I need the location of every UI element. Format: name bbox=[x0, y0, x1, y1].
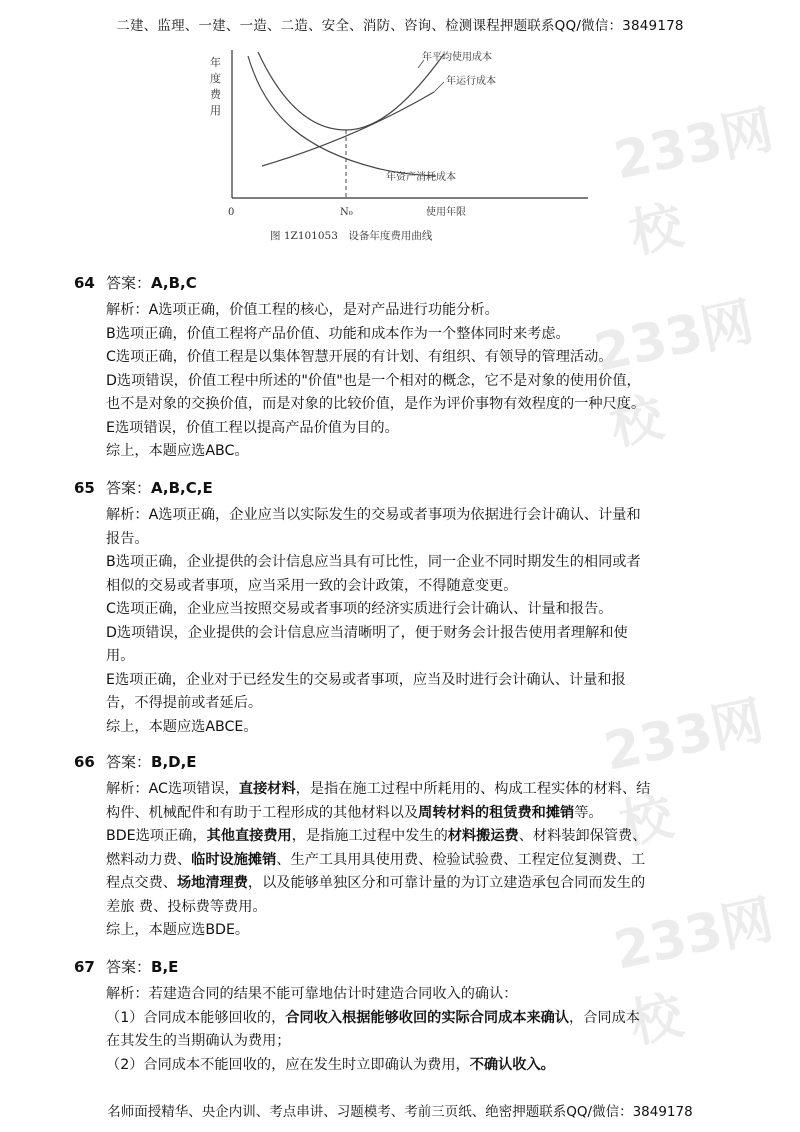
text: 、材料装卸保管费、 bbox=[518, 828, 647, 844]
y-label-char: 度 bbox=[210, 72, 221, 85]
explanation-line: E选项错误，价值工程以提高产品价值为目的。 bbox=[106, 419, 399, 436]
answer-value: A,B,C bbox=[151, 274, 197, 292]
bold-term: 其他直接费用 bbox=[206, 828, 292, 844]
figure-caption: 图 1Z101053 设备年度费用曲线 bbox=[270, 230, 433, 242]
explanation-line: 解析：若建造合同的结果不能可靠地估计时建造合同收入的确认： bbox=[106, 986, 518, 1002]
run-cost-curve bbox=[262, 92, 434, 166]
answer-label: 答案： bbox=[106, 274, 152, 292]
answer-value: B,E bbox=[151, 958, 179, 976]
bold-term: 场地清理费 bbox=[176, 875, 248, 891]
watermark: 233网校 bbox=[599, 690, 769, 857]
question-header bbox=[74, 751, 764, 773]
explanation-line: 综上，本题应选ABC。 bbox=[106, 443, 249, 459]
explanation-line: C选项正确，价值工程是以集体智慧开展的有计划、有组织、有领导的管理活动。 bbox=[106, 349, 613, 365]
watermark: 233网校 bbox=[589, 291, 759, 458]
explanation-line: C选项正确，企业应当按照交易或者事项的经济实质进行会计确认、计量和报告。 bbox=[106, 601, 613, 617]
bold-term: 周转材料的租赁费和摊销 bbox=[418, 804, 575, 821]
y-label-char: 用 bbox=[210, 104, 221, 117]
explanation bbox=[106, 504, 764, 739]
explanation-line: B选项正确，企业提供的会计信息应当具有可比性，同一企业不同时期发生的相同或者 bbox=[106, 554, 641, 570]
answer-label: 答案： bbox=[106, 753, 152, 771]
text: 燃料动力费、 bbox=[106, 851, 192, 868]
text: BDE选项正确， bbox=[106, 828, 207, 844]
text: 程点交费、 bbox=[106, 875, 177, 891]
y-label-char: 年 bbox=[210, 56, 221, 69]
explanation-line: 在其发生的当期确认为费用； bbox=[106, 1033, 291, 1049]
answer-label: 答案： bbox=[106, 958, 152, 976]
question-number: 64 bbox=[74, 274, 95, 292]
text: ，以及能够单独区分和可靠计量的为订立建造承包合同而发生的 bbox=[247, 875, 646, 891]
explanation-line: 相似的交易或者事项，应当采用一致的会计政策，不得随意变更。 bbox=[106, 577, 518, 594]
text: （2）合同成本不能回收的，应在发生时立即确认为费用， bbox=[106, 1056, 470, 1073]
explanation bbox=[106, 983, 764, 1077]
question-66 bbox=[74, 751, 764, 943]
y-label-char: 费 bbox=[210, 88, 221, 101]
x-axis-label: 使用年限 bbox=[426, 207, 466, 218]
run-cost-label: 年运行成本 bbox=[446, 76, 496, 87]
explanation-line: E选项正确，企业对于已经发生的交易或者事项，应当及时进行会计确认、计量和报 bbox=[106, 671, 626, 688]
explanation-line: D选项错误，企业提供的会计信息应当清晰明了，便于财务会计报告使用者理解和使 bbox=[106, 624, 628, 641]
explanation-line: D选项错误，价值工程中所述的"价值"也是一个相对的概念，它不是对象的使用价值， bbox=[106, 372, 641, 389]
explanation-line bbox=[106, 872, 764, 896]
n0-label: N₀ bbox=[340, 207, 353, 218]
explanation-line: 综上，本题应选ABCE。 bbox=[106, 718, 258, 735]
bold-term: 材料搬运费 bbox=[447, 828, 519, 844]
text: 解析：AC选项错误， bbox=[106, 781, 239, 797]
explanation-line: 用。 bbox=[106, 648, 135, 664]
explanation-line: B选项正确，价值工程将产品价值、功能和成本作为一个整体同时来考虑。 bbox=[106, 325, 570, 342]
explanation-line bbox=[106, 1054, 764, 1078]
bold-term: 直接材料 bbox=[238, 781, 296, 797]
explanation-line: 也不是对象的交换价值，而是对象的比较价值，是作为评价事物有效程度的一种尺度。 bbox=[106, 396, 646, 412]
question-header bbox=[74, 272, 764, 294]
explanation-line bbox=[106, 1007, 764, 1031]
bold-term: 合同收入根据能够收回的实际合同成本来确认 bbox=[285, 1009, 570, 1026]
question-64 bbox=[74, 272, 764, 464]
watermark: 233网校 bbox=[609, 889, 779, 1056]
avg-cost-label: 年平均使用成本 bbox=[422, 52, 492, 63]
explanation-line: 差旅 费、投标费等费用。 bbox=[106, 898, 267, 915]
asset-cost-label: 年资产消耗成本 bbox=[386, 172, 456, 183]
question-header bbox=[74, 477, 764, 499]
asset-cost-curve bbox=[248, 56, 436, 176]
text: 构件、机械配件和有助于工程形成的其他材料以及 bbox=[106, 804, 419, 821]
question-number: 66 bbox=[74, 753, 95, 771]
question-header bbox=[74, 956, 764, 978]
explanation-line bbox=[106, 849, 764, 873]
bold-term: 临时设施摊销 bbox=[191, 851, 277, 868]
text: 、生产工具用具使用费、检验试验费、工程定位复测费、工 bbox=[276, 851, 646, 868]
text: （1）合同成本能够回收的， bbox=[106, 1009, 286, 1026]
page-footer: 名师面授精华、央企内训、考点串讲、习题模考、考前三页纸、绝密押题联系QQ/微信：3849178 bbox=[107, 1104, 693, 1120]
avg-cost-curve bbox=[258, 52, 444, 130]
explanation-line: 报告。 bbox=[106, 530, 149, 547]
bold-term: 不确认收入。 bbox=[469, 1056, 555, 1073]
question-65 bbox=[74, 477, 764, 739]
question-67 bbox=[74, 956, 764, 1077]
origin-label: 0 bbox=[228, 207, 235, 218]
watermark: 233网校 bbox=[609, 99, 779, 266]
text: ，是指施工过程中发生的 bbox=[291, 828, 448, 844]
explanation-line: 综上，本题应选BDE。 bbox=[106, 922, 250, 938]
explanation-line: 告，不得提前或者延后。 bbox=[106, 695, 263, 711]
text: ，合同成本 bbox=[569, 1009, 640, 1026]
explanation-line bbox=[106, 802, 764, 826]
page-header: 二建、监理、一建、一造、二造、安全、消防、咨询、检测课程押题联系QQ/微信：3849178 bbox=[116, 18, 684, 34]
explanation-line: 解析：A选项正确，价值工程的核心，是对产品进行功能分析。 bbox=[106, 302, 499, 318]
answer-label: 答案： bbox=[106, 479, 152, 497]
text: ，是指在施工过程中所耗用的、构成工程实体的材料、结 bbox=[295, 781, 651, 797]
answer-value: B,D,E bbox=[151, 753, 197, 771]
explanation bbox=[106, 299, 764, 464]
curve-chart bbox=[196, 38, 600, 250]
text: 等。 bbox=[574, 804, 603, 821]
answer-value: A,B,C,E bbox=[151, 479, 213, 497]
explanation-line: 解析：A选项正确，企业应当以实际发生的交易或者事项为依据进行会计确认、计量和 bbox=[106, 507, 641, 523]
explanation bbox=[106, 778, 764, 943]
question-number: 65 bbox=[74, 479, 95, 497]
explanation-line bbox=[106, 778, 764, 802]
question-number: 67 bbox=[74, 958, 95, 976]
cost-curve-figure bbox=[196, 38, 600, 250]
explanation-line bbox=[106, 825, 764, 849]
